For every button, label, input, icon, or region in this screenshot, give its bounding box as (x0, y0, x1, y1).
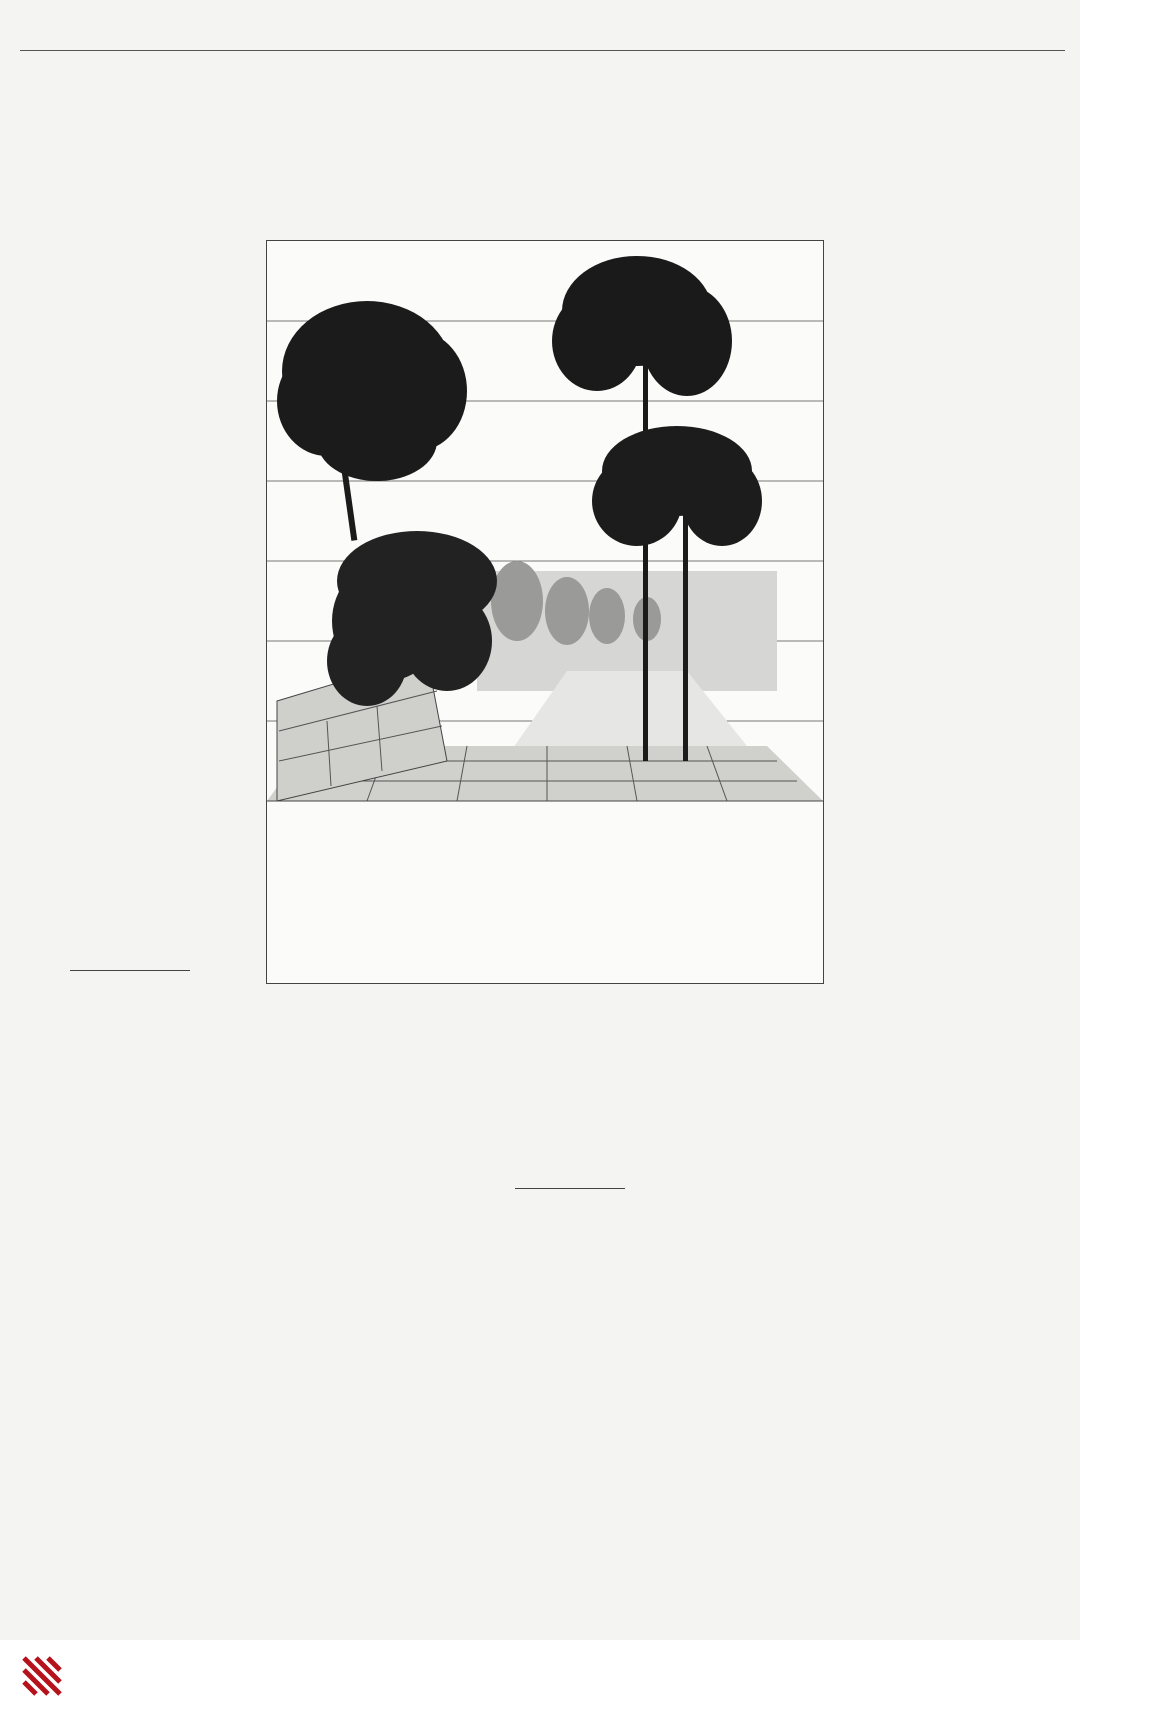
formula-row (267, 811, 823, 901)
digitization-footer (0, 1640, 1149, 1714)
examples-separator (515, 1188, 625, 1189)
running-header (22, 14, 1062, 40)
library-logo-icon (18, 1652, 66, 1700)
figure-plate-haengeform (266, 240, 824, 984)
header-rule (20, 50, 1065, 51)
section-separator (70, 970, 190, 971)
